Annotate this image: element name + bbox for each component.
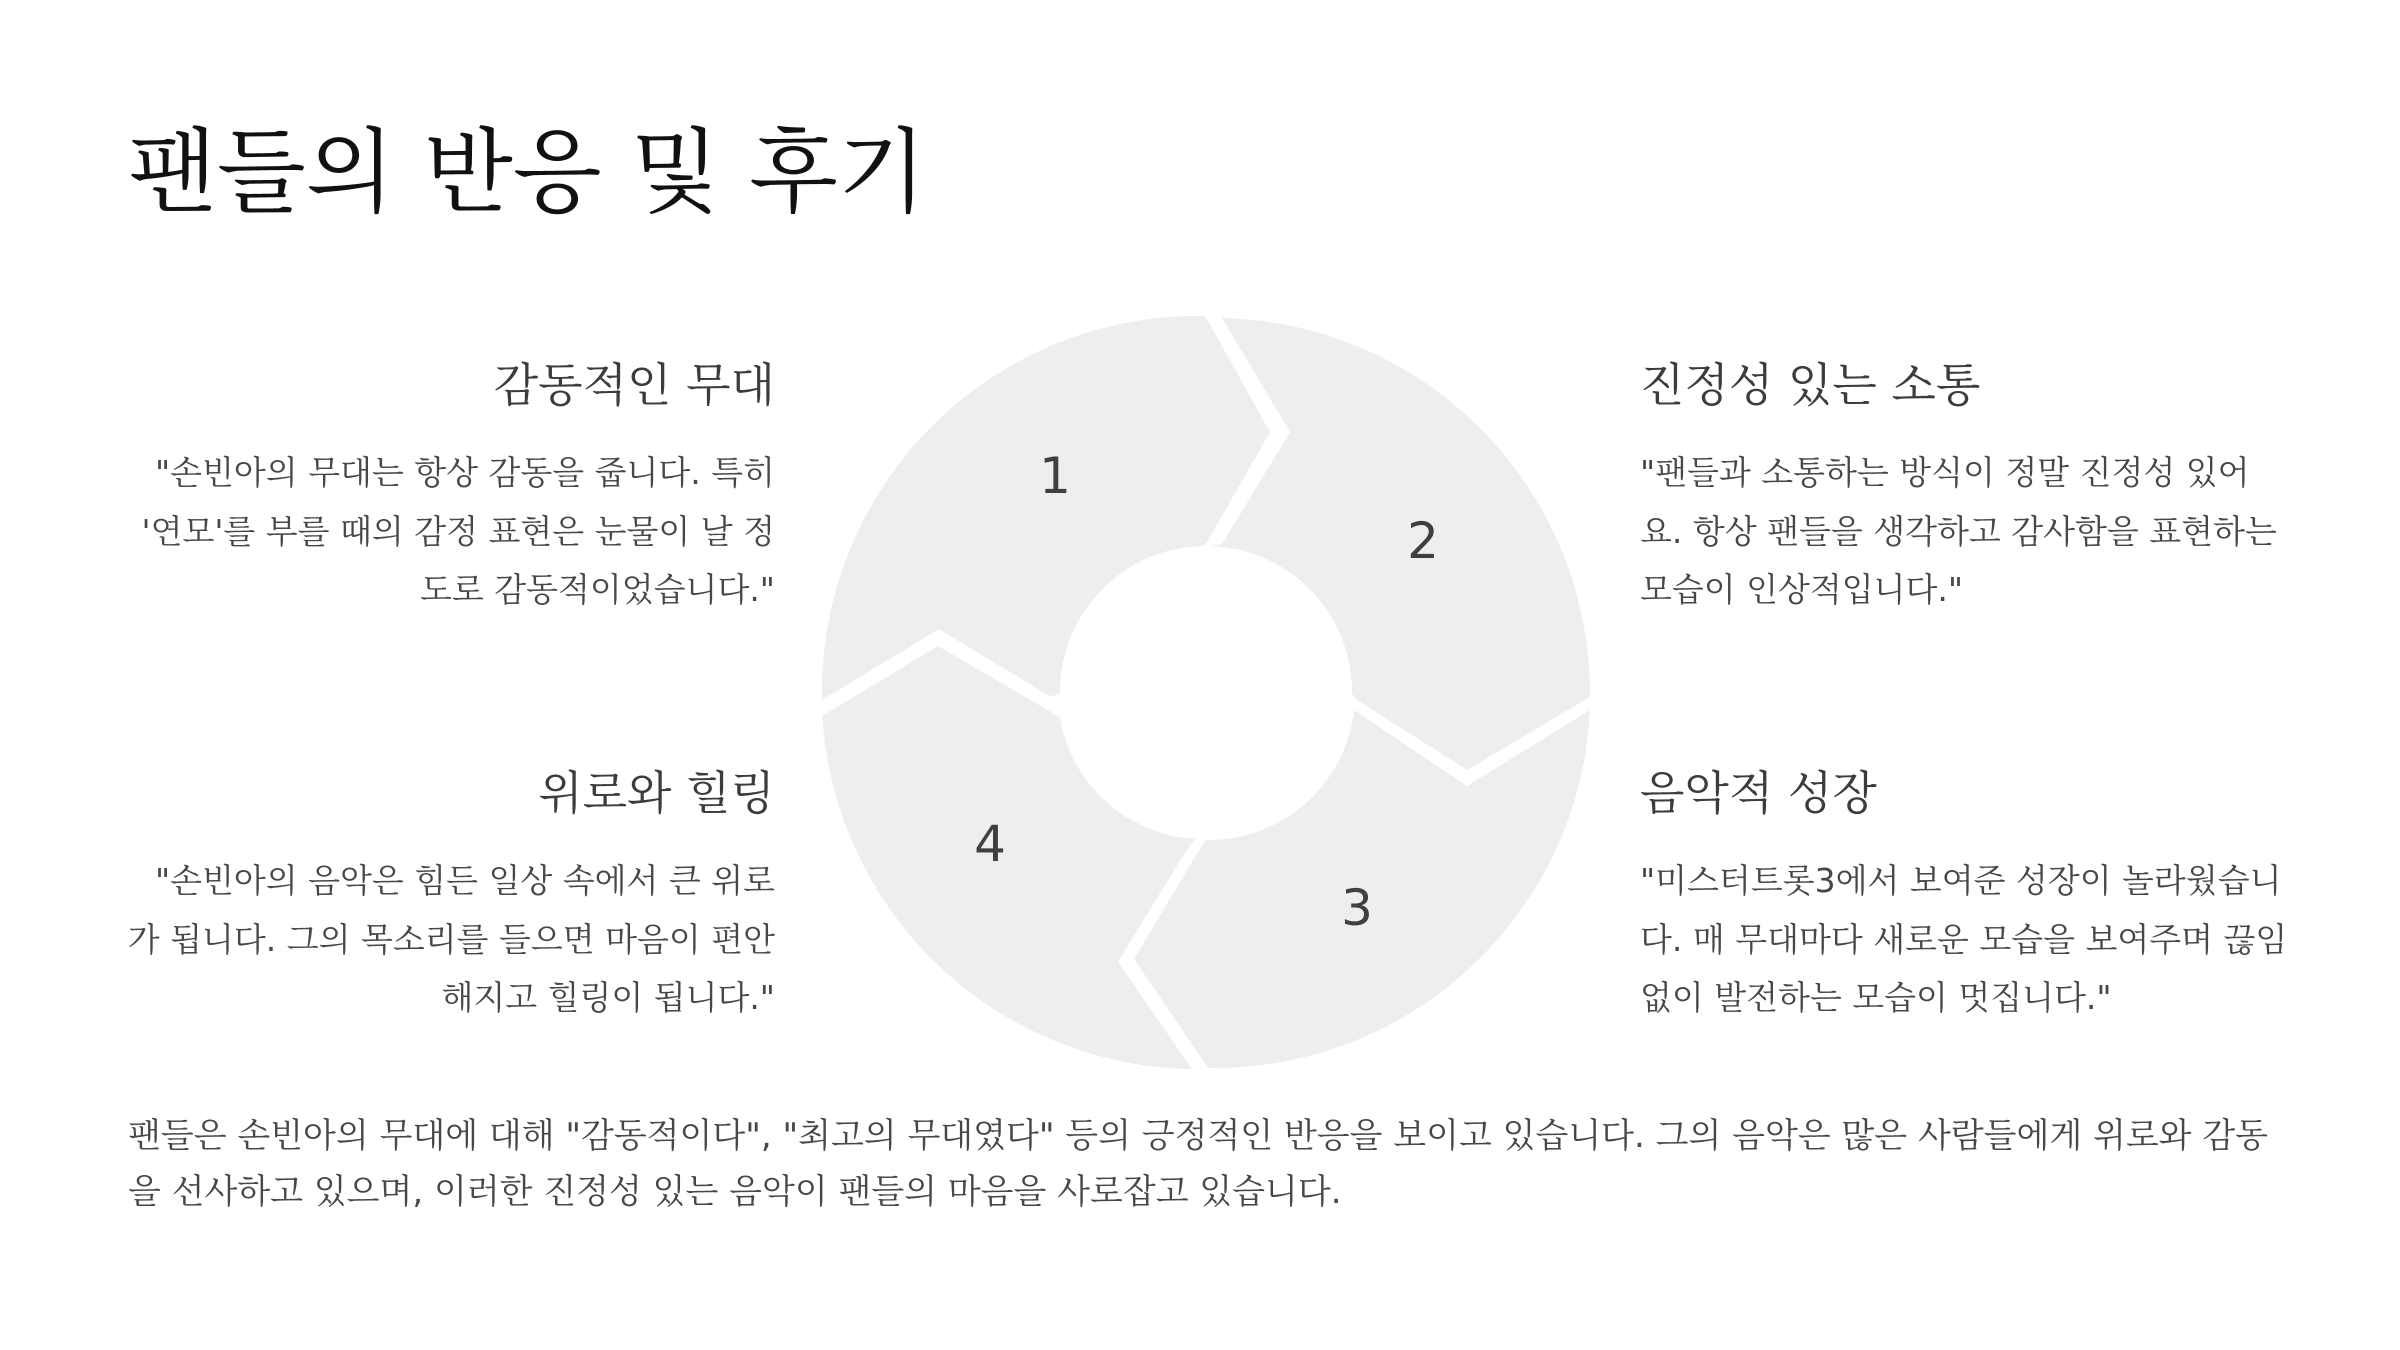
item-1-heading: 감동적인 무대 bbox=[493, 358, 775, 412]
item-2-heading: 진정성 있는 소통 bbox=[1640, 358, 1981, 412]
cycle-diagram bbox=[822, 308, 1590, 1076]
item-4-heading: 위로와 힐링 bbox=[538, 766, 775, 820]
cycle-number-2: 2 bbox=[1407, 512, 1439, 570]
page-title: 팬들의 반응 및 후기 bbox=[128, 119, 927, 226]
item-3-quote: "미스터트롯3에서 보여준 성장이 놀라웠습니다. 매 무대마다 새로운 모습을 보여주며 끊임없이 발전하는 모습이 멋집니다." bbox=[1640, 860, 2288, 1018]
item-3-block bbox=[1640, 764, 2290, 1028]
item-4-quote: "손빈아의 음악은 힘든 일상 속에서 큰 위로가 됩니다. 그의 목소리를 들으면 마음이 편안해지고 힐링이 됩니다." bbox=[127, 860, 775, 1018]
cycle-segment-1 bbox=[822, 314, 1270, 700]
cycle-segment-2 bbox=[1210, 318, 1590, 770]
item-4-block bbox=[125, 764, 775, 1028]
cycle-segment-4 bbox=[822, 646, 1195, 1069]
item-1-quote: "손빈아의 무대는 항상 감동을 줍니다. 특히 '연모'를 부를 때의 감정 표현은 눈물이 날 정도로 감동적이었습니다." bbox=[141, 452, 775, 610]
item-1-block bbox=[125, 356, 775, 620]
cycle-number-4: 4 bbox=[974, 815, 1006, 873]
summary-paragraph: 팬들은 손빈아의 무대에 대해 "감동적이다", "최고의 무대였다" 등의 긍정적인 반응을 보이고 있습니다. 그의 음악은 많은 사람들에게 위로와 감동을 선사하고 있으며, 이러한 진정성 있는 음악이 팬들의 마음을 사로잡고 있습니다. bbox=[128, 1116, 2269, 1213]
item-2-quote: "팬들과 소통하는 방식이 정말 진정성 있어요. 항상 팬들을 생각하고 감사함을 표현하는 모습이 인상적입니다." bbox=[1640, 452, 2277, 610]
cycle-number-3: 3 bbox=[1341, 879, 1373, 937]
item-2-block bbox=[1640, 356, 2290, 620]
cycle-number-1: 1 bbox=[1039, 447, 1071, 505]
item-3-heading: 음악적 성장 bbox=[1640, 766, 1877, 820]
